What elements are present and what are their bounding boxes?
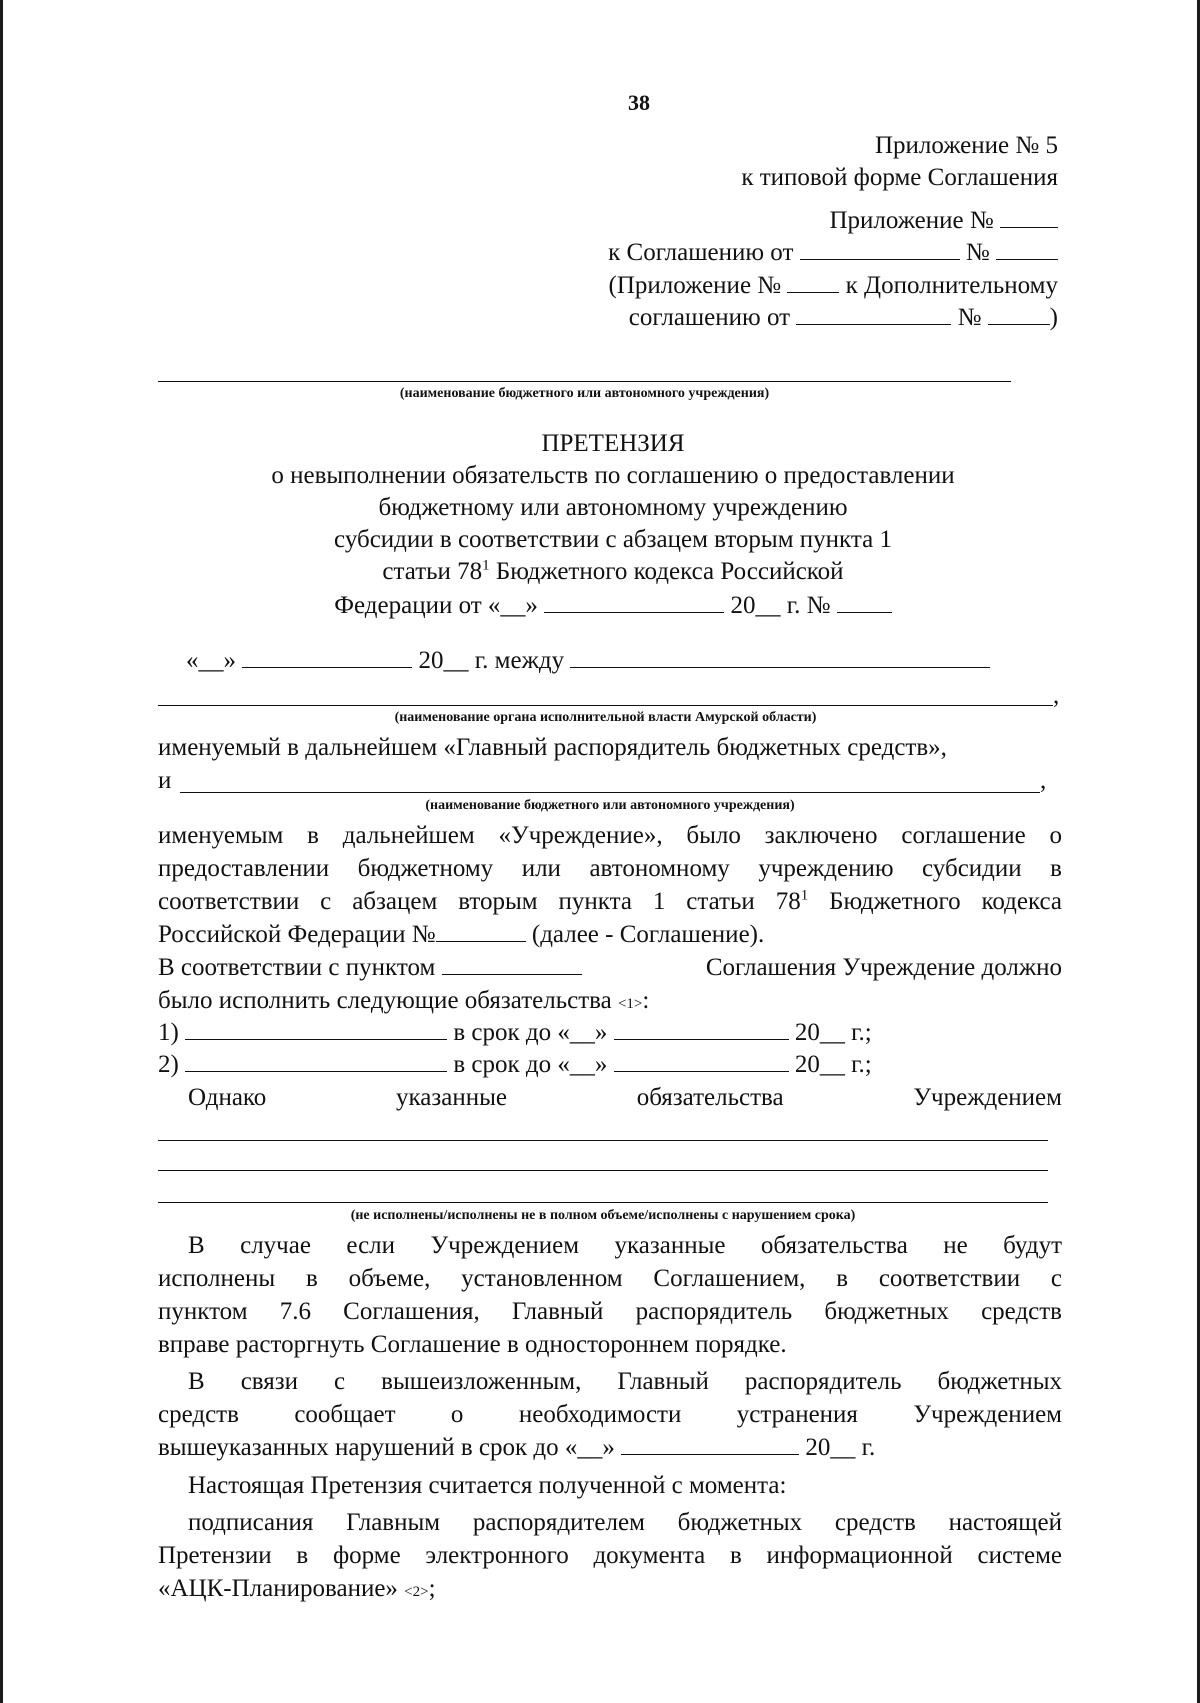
para3-line4: вправе расторгнуть Соглашение в одностороннем порядке. xyxy=(158,1331,787,1358)
header-supplement-no: № xyxy=(957,304,982,331)
para5-received: Настоящая Претензия считается полученной с момента: xyxy=(188,1472,787,1499)
para4-line1: В связи с вышеизложенным, Главный распорядитель бюджетных xyxy=(188,1368,1062,1395)
authority-caption: (наименование органа исполнительной власти Амурской области) xyxy=(394,710,817,725)
obligation-2-number: 2) xyxy=(158,1051,179,1078)
status-blank-line-3 xyxy=(158,1202,1048,1203)
para6-line1: подписания Главным распорядителем бюджетных средств настоящей xyxy=(188,1509,1062,1536)
obligation-2-deadline: в срок до «__» xyxy=(453,1051,608,1078)
institution-caption-2: (наименование бюджетного или автономного учреждения) xyxy=(425,798,795,813)
status-caption: (не исполнены/исполнены не в полном объеме/исполнены с нарушением срока) xyxy=(350,1208,856,1223)
title-line-4-a: статьи 78 xyxy=(382,558,483,585)
header-supplement-line xyxy=(609,270,1058,302)
obligation-1-deadline: в срок до «__» xyxy=(453,1019,608,1046)
header-supplement-date-label: соглашению от xyxy=(628,304,791,331)
para4-line2: средств сообщает о необходимости устранения Учреждением xyxy=(158,1401,1062,1428)
para3-line1: В случае если Учреждением указанные обязательства не будут xyxy=(188,1232,1062,1259)
para1-line3-a: соответствии с абзацем вторым пункта 1 статьи 78 xyxy=(158,888,801,915)
obligation-1-blank xyxy=(185,1017,447,1040)
header-agreement-label: к Соглашению от xyxy=(608,239,794,266)
header-close-paren: ) xyxy=(1049,304,1058,331)
obligation-row-1 xyxy=(158,1017,872,1049)
agreement-number-blank xyxy=(996,237,1058,260)
intro-date-open: «__» xyxy=(186,647,236,674)
obligation-1-number: 1) xyxy=(158,1019,179,1046)
status-blank-line-2 xyxy=(158,1170,1048,1171)
obligation-2-blank xyxy=(185,1049,447,1072)
header-supplement-date-line xyxy=(629,302,1058,334)
obligation-1-date-blank xyxy=(614,1017,789,1040)
header-typical-form: к типовой форме Соглашения xyxy=(741,164,1058,191)
para1-line3-b: Бюджетного кодекса xyxy=(808,888,1063,915)
however-line xyxy=(188,1082,1062,1114)
header-appendix-5: Приложение № 5 xyxy=(874,132,1058,159)
para2-in-accordance: В соответствии с пунктом xyxy=(158,954,436,981)
institution-name-line xyxy=(158,381,1011,382)
para2-line1 xyxy=(158,952,1062,984)
para4-deadline-text: вышеуказанных нарушений в срок до «__» xyxy=(158,1434,615,1461)
institution-name-line-2 xyxy=(180,792,1040,793)
para1-line1: именуемым в дальнейшем «Учреждение», было заключено соглашение о xyxy=(158,822,1062,849)
intro-date-blank xyxy=(242,645,412,668)
obligation-row-2 xyxy=(158,1049,872,1081)
supplement-number-blank xyxy=(787,270,839,293)
para3-line2: исполнены в объеме, установленном Соглашением, в соответствии с xyxy=(158,1265,1062,1292)
status-blank-line-1 xyxy=(158,1140,1048,1141)
para4-line3 xyxy=(158,1432,875,1464)
supplement-date-blank xyxy=(796,302,951,325)
institution-caption: (наименование бюджетного или автономного учреждения) xyxy=(399,386,770,401)
intro-between-blank xyxy=(570,645,990,668)
para2-colon: : xyxy=(642,987,650,1014)
intro-date-line xyxy=(186,645,990,677)
para1-line4 xyxy=(158,919,764,951)
header-appendix-no xyxy=(829,205,1058,237)
para4-year: 20__ г. xyxy=(805,1434,876,1461)
page-number: 38 xyxy=(628,90,650,115)
title-number-blank xyxy=(837,590,892,613)
para1-superscript: 1 xyxy=(800,887,809,904)
institution-comma: , xyxy=(1040,767,1047,794)
however-word-3: обязательства xyxy=(636,1084,784,1111)
however-word-1: Однако xyxy=(188,1084,267,1111)
header-appendix-no-label: Приложение № xyxy=(829,207,994,234)
intro-year-between: 20__ г. между xyxy=(418,647,565,674)
title-date-blank xyxy=(544,590,724,613)
title-line-2: бюджетному или автономному учреждению xyxy=(378,494,848,521)
obligation-1-year: 20__ г.; xyxy=(794,1019,872,1046)
agreement-date-blank xyxy=(800,237,960,260)
title-line-5 xyxy=(158,590,1068,622)
para6-system-name: «АЦК-Планирование» xyxy=(158,1575,405,1602)
para1-line2: предоставлении бюджетному или автономному учреждению субсидии в xyxy=(158,855,1062,882)
header-agreement-no: № xyxy=(965,239,990,266)
footnote-ref-2: <2> xyxy=(404,1584,429,1600)
title-superscript: 1 xyxy=(482,557,490,574)
header-agreement-line xyxy=(608,237,1058,269)
authority-name-line xyxy=(158,705,1053,706)
obligation-2-date-blank xyxy=(614,1049,789,1072)
authority-comma: , xyxy=(1053,682,1060,709)
para1-hereinafter: (далее - Соглашение). xyxy=(525,921,765,948)
named-chief-distributor: именуемый в дальнейшем «Главный распорядитель бюджетных средств», xyxy=(158,734,947,761)
document-title: ПРЕТЕНЗИЯ xyxy=(541,430,685,457)
para2-line2 xyxy=(158,985,649,1020)
agreement-no-blank-2 xyxy=(436,919,526,942)
obligation-2-year: 20__ г.; xyxy=(794,1051,872,1078)
para4-date-blank xyxy=(621,1432,799,1455)
para2-obligations-text: было исполнить следующие обязательства xyxy=(158,987,618,1014)
para3-line3: пунктом 7.6 Соглашения, Главный распорядитель бюджетных средств xyxy=(158,1298,1062,1325)
title-year-no: 20__ г. № xyxy=(730,592,831,619)
title-line-1: о невыполнении обязательств по соглашению о предоставлении xyxy=(271,462,955,489)
para6-line3 xyxy=(158,1573,436,1608)
para1-line3 xyxy=(158,886,1062,918)
and-word: и xyxy=(158,767,172,794)
header-supplement-to: к Дополнительному xyxy=(845,272,1058,299)
supplement-no-blank xyxy=(988,302,1050,325)
para6-semicolon: ; xyxy=(428,1575,436,1602)
however-word-2: указанные xyxy=(396,1084,507,1111)
para1-agreement-no: Российской Федерации № xyxy=(158,921,436,948)
title-line-3: субсидии в соответствии с абзацем вторым пункта 1 xyxy=(334,526,892,553)
header-supplement-label: (Приложение № xyxy=(608,272,782,299)
para6-line2: Претензии в форме электронного документа в информационной системе xyxy=(158,1542,1062,1569)
appendix-number-blank xyxy=(1000,205,1058,228)
title-line-4 xyxy=(158,556,1068,588)
however-word-4: Учреждением xyxy=(913,1084,1062,1111)
para2-agreement-should: Соглашения Учреждение должно xyxy=(705,954,1062,981)
footnote-ref-1: <1> xyxy=(617,996,643,1012)
clause-number-blank xyxy=(442,952,582,975)
title-date-open: Федерации от «__» xyxy=(334,592,538,619)
title-line-4-b: Бюджетного кодекса Российской xyxy=(489,558,844,585)
scan-border-left xyxy=(0,0,3,1703)
